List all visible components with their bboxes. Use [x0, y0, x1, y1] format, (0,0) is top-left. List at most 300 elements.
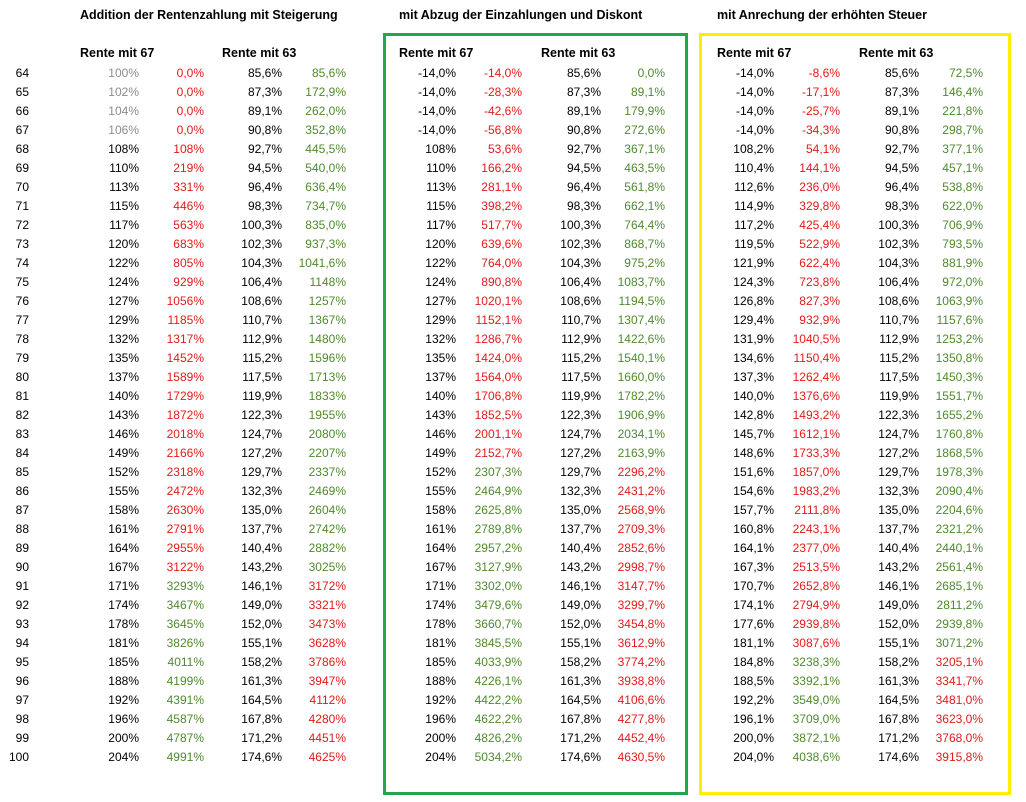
cell-col1: 181,1%: [733, 636, 774, 650]
cell-col1: 108%: [108, 142, 139, 156]
cell-col3: 127,2%: [560, 446, 601, 460]
cell-col4: 1063,9%: [935, 294, 983, 308]
cell-col2: 4422,2%: [474, 693, 522, 707]
cell-col3: 174,6%: [241, 750, 282, 764]
cell-col3: 129,7%: [560, 465, 601, 479]
cell-col4: 2882%: [308, 541, 346, 555]
cell-col4: 4451%: [308, 731, 346, 745]
cell-col2: 3127,9%: [474, 560, 522, 574]
cell-col1: 185%: [108, 655, 139, 669]
cell-col3: 94,5%: [247, 161, 282, 175]
cell-col3: 87,3%: [884, 85, 919, 99]
cell-col2: 398,2%: [481, 199, 522, 213]
cell-col2: 2957,2%: [474, 541, 522, 555]
cell-col3: 124,7%: [241, 427, 282, 441]
cell-col2: 3709,0%: [792, 712, 840, 726]
cell-col3: 96,4%: [884, 180, 919, 194]
cell-col2: -56,8%: [483, 123, 522, 137]
cell-col2: -25,7%: [801, 104, 840, 118]
cell-col4: 1760,8%: [935, 427, 983, 441]
cell-col4: 3172%: [308, 579, 346, 593]
cell-col4: 793,5%: [942, 237, 983, 251]
table-steuer: [0, 64, 1026, 767]
cell-col3: 161,3%: [878, 674, 919, 688]
section-title-steuer: mit Anrechung der erhöhten Steuer: [717, 8, 927, 22]
cell-col1: 114,9%: [734, 199, 774, 213]
cell-col1: -14,0%: [735, 85, 774, 99]
cell-col3: 108,6%: [241, 294, 282, 308]
cell-col1: 115%: [109, 199, 139, 213]
cell-col3: 167,8%: [878, 712, 919, 726]
cell-col3: 96,4%: [566, 180, 601, 194]
cell-col1: 188,5%: [733, 674, 774, 688]
cell-col3: 117,5%: [879, 370, 919, 384]
age-cell: 72: [15, 218, 29, 232]
table-row: [0, 691, 1026, 710]
table-row: [0, 292, 1026, 311]
cell-col3: 85,6%: [566, 66, 601, 80]
cell-col3: 87,3%: [566, 85, 601, 99]
table-row: [0, 368, 1026, 387]
table-row: [0, 178, 1026, 197]
cell-col2: 4391%: [166, 693, 204, 707]
cell-col1: 112,6%: [734, 180, 774, 194]
table-row: [0, 672, 1026, 691]
cell-col3: 132,3%: [560, 484, 601, 498]
cell-col2: 3826%: [166, 636, 204, 650]
table-row: [0, 121, 1026, 140]
table-row: [0, 653, 1026, 672]
age-cell: 81: [15, 389, 29, 403]
cell-col4: 3341,7%: [935, 674, 983, 688]
cell-col2: 2464,9%: [474, 484, 522, 498]
cell-col4: 463,5%: [624, 161, 665, 175]
table-row: [0, 406, 1026, 425]
cell-col2: 1733,3%: [792, 446, 840, 460]
table-row: [0, 501, 1026, 520]
cell-col4: 662,1%: [624, 199, 665, 213]
age-cell: 83: [15, 427, 29, 441]
age-cell: 76: [15, 294, 29, 308]
cell-col3: 146,1%: [560, 579, 601, 593]
cell-col3: 112,9%: [561, 332, 601, 346]
cell-col1: 204%: [108, 750, 139, 764]
cell-col4: 1450,3%: [935, 370, 983, 384]
cell-col2: 1185%: [167, 313, 204, 327]
cell-col3: 155,1%: [241, 636, 282, 650]
cell-col2: 2789,8%: [474, 522, 522, 536]
age-cell: 74: [15, 256, 29, 270]
cell-col3: 143,2%: [878, 560, 919, 574]
cell-col3: 102,3%: [560, 237, 601, 251]
cell-col4: 272,6%: [624, 123, 665, 137]
cell-col2: 3238,3%: [792, 655, 840, 669]
cell-col1: 124,3%: [733, 275, 774, 289]
cell-col3: 92,7%: [566, 142, 601, 156]
cell-col2: -34,3%: [801, 123, 840, 137]
cell-col3: 171,2%: [241, 731, 282, 745]
cell-col3: 119,9%: [879, 389, 919, 403]
cell-col4: 881,9%: [942, 256, 983, 270]
cell-col1: 108,2%: [733, 142, 774, 156]
cell-col3: 98,3%: [884, 199, 919, 213]
cell-col3: 112,9%: [879, 332, 919, 346]
cell-col3: 106,4%: [878, 275, 919, 289]
cell-col2: 1152,1%: [475, 313, 522, 327]
cell-col4: 1422,6%: [617, 332, 665, 346]
cell-col2: 1706,8%: [474, 389, 522, 403]
cell-col4: 1782,2%: [617, 389, 665, 403]
cell-col1: 174,1%: [733, 598, 774, 612]
cell-col1: 120%: [425, 237, 456, 251]
cell-col4: 706,9%: [942, 218, 983, 232]
cell-col2: 2630%: [166, 503, 204, 517]
cell-col2: 1376,6%: [792, 389, 840, 403]
age-cell: 90: [15, 560, 29, 574]
cell-col1: 152%: [425, 465, 456, 479]
cell-col4: 1660,0%: [617, 370, 665, 384]
cell-col2: 446%: [173, 199, 204, 213]
cell-col3: 137,7%: [560, 522, 601, 536]
cell-col2: 281,1%: [481, 180, 522, 194]
age-cell: 77: [15, 313, 29, 327]
cell-col4: 2561,4%: [935, 560, 983, 574]
table-row: [0, 330, 1026, 349]
cell-col1: 171%: [425, 579, 456, 593]
age-cell: 87: [15, 503, 29, 517]
cell-col3: 137,7%: [878, 522, 919, 536]
cell-col2: 1564,0%: [474, 370, 522, 384]
cell-col3: 100,3%: [241, 218, 282, 232]
cell-col1: 117%: [426, 218, 456, 232]
cell-col1: 145,7%: [733, 427, 774, 441]
cell-col4: 2852,6%: [617, 541, 665, 555]
cell-col2: -28,3%: [483, 85, 522, 99]
cell-col1: 127%: [425, 294, 456, 308]
cell-col1: 157,7%: [733, 503, 774, 517]
cell-col4: 4112%: [309, 693, 346, 707]
cell-col3: 87,3%: [247, 85, 282, 99]
cell-col2: 2472%: [166, 484, 204, 498]
header-rente-67-g3: Rente mit 67: [717, 46, 792, 60]
age-cell: 93: [15, 617, 29, 631]
age-cell: 84: [15, 446, 29, 460]
cell-col3: 124,7%: [878, 427, 919, 441]
cell-col1: -14,0%: [417, 123, 456, 137]
cell-col1: 129,4%: [733, 313, 774, 327]
age-cell: 71: [15, 199, 29, 213]
cell-col3: 167,8%: [241, 712, 282, 726]
cell-col3: 164,5%: [241, 693, 282, 707]
cell-col2: 639,6%: [481, 237, 522, 251]
cell-col2: 2243,1%: [792, 522, 840, 536]
table-row: [0, 235, 1026, 254]
cell-col4: 2204,6%: [935, 503, 983, 517]
cell-col4: 457,1%: [942, 161, 983, 175]
table-row: [0, 349, 1026, 368]
cell-col2: 1317%: [166, 332, 204, 346]
section-title-addition: Addition der Rentenzahlung mit Steigerung: [80, 8, 338, 22]
age-cell: 79: [15, 351, 29, 365]
cell-col2: 1493,2%: [792, 408, 840, 422]
cell-col4: 1551,7%: [935, 389, 983, 403]
age-cell: 97: [15, 693, 29, 707]
cell-col4: 1713%: [308, 370, 346, 384]
table-row: [0, 425, 1026, 444]
cell-col2: 4011%: [167, 655, 204, 669]
cell-col4: 1367%: [308, 313, 346, 327]
cell-col4: 1596%: [308, 351, 346, 365]
cell-col2: 2652,8%: [792, 579, 840, 593]
table-row: [0, 216, 1026, 235]
cell-col1: 117,2%: [734, 218, 774, 232]
cell-col2: 1612,1%: [792, 427, 840, 441]
age-cell: 92: [15, 598, 29, 612]
cell-col4: 2998,7%: [617, 560, 665, 574]
cell-col2: 3549,0%: [792, 693, 840, 707]
cell-col1: 113%: [109, 180, 139, 194]
cell-col3: 85,6%: [884, 66, 919, 80]
cell-col1: 171%: [108, 579, 139, 593]
cell-col3: 85,6%: [247, 66, 282, 80]
cell-col3: 117,5%: [561, 370, 601, 384]
cell-col1: 135%: [425, 351, 456, 365]
cell-col3: 92,7%: [247, 142, 282, 156]
cell-col1: 167,3%: [733, 560, 774, 574]
cell-col2: 563%: [173, 218, 204, 232]
cell-col3: 129,7%: [241, 465, 282, 479]
cell-col4: 3628%: [308, 636, 346, 650]
cell-col2: 1286,7%: [474, 332, 522, 346]
cell-col1: 129%: [108, 313, 139, 327]
cell-col1: 181%: [425, 636, 456, 650]
cell-col1: 122%: [108, 256, 139, 270]
cell-col1: 104%: [108, 104, 139, 118]
cell-col1: 110,4%: [734, 161, 774, 175]
table-row: [0, 102, 1026, 121]
cell-col1: 137%: [425, 370, 456, 384]
cell-col3: 135,0%: [241, 503, 282, 517]
cell-col1: -14,0%: [417, 66, 456, 80]
cell-col3: 129,7%: [878, 465, 919, 479]
cell-col3: 110,7%: [561, 313, 601, 327]
cell-col3: 137,7%: [241, 522, 282, 536]
cell-col3: 102,3%: [241, 237, 282, 251]
cell-col4: 1194,5%: [618, 294, 665, 308]
cell-col3: 115,2%: [879, 351, 919, 365]
cell-col4: 85,6%: [311, 66, 346, 80]
cell-col4: 72,5%: [948, 66, 983, 80]
cell-col2: 1452%: [166, 351, 204, 365]
cell-col1: 142,8%: [733, 408, 774, 422]
cell-col2: -42,6%: [483, 104, 522, 118]
cell-col4: 2080%: [308, 427, 346, 441]
cell-col4: 3786%: [308, 655, 346, 669]
cell-col3: 115,2%: [561, 351, 601, 365]
cell-col1: 140,0%: [733, 389, 774, 403]
cell-col4: 1253,2%: [935, 332, 983, 346]
cell-col3: 112,9%: [242, 332, 282, 346]
cell-col3: 90,8%: [566, 123, 601, 137]
age-cell: 78: [15, 332, 29, 346]
cell-col1: 124%: [108, 275, 139, 289]
cell-col3: 171,2%: [878, 731, 919, 745]
cell-col2: 1040,5%: [792, 332, 840, 346]
cell-col2: 2377,0%: [792, 541, 840, 555]
cell-col1: 102%: [108, 85, 139, 99]
cell-col1: -14,0%: [417, 85, 456, 99]
cell-col4: 2207%: [308, 446, 346, 460]
cell-col2: 4826,2%: [474, 731, 522, 745]
table-row: [0, 539, 1026, 558]
cell-col1: 140%: [108, 389, 139, 403]
cell-col4: 2296,2%: [617, 465, 665, 479]
age-cell: 99: [15, 731, 29, 745]
cell-col4: 3321%: [308, 598, 346, 612]
cell-col4: 3768,0%: [935, 731, 983, 745]
cell-col1: 167%: [108, 560, 139, 574]
cell-col1: 184,8%: [733, 655, 774, 669]
cell-col4: 262,0%: [305, 104, 346, 118]
cell-col2: 1589%: [166, 370, 204, 384]
table-row: [0, 520, 1026, 539]
cell-col4: 2685,1%: [935, 579, 983, 593]
cell-col4: 352,8%: [305, 123, 346, 137]
cell-col4: 2090,4%: [935, 484, 983, 498]
cell-col3: 135,0%: [878, 503, 919, 517]
cell-col4: 1257%: [308, 294, 346, 308]
cell-col1: 174%: [108, 598, 139, 612]
cell-col3: 158,2%: [878, 655, 919, 669]
cell-col3: 119,9%: [242, 389, 282, 403]
header-rente-67-g1: Rente mit 67: [80, 46, 155, 60]
cell-col2: 1872%: [166, 408, 204, 422]
cell-col4: 3915,8%: [935, 750, 983, 764]
cell-col1: 106%: [108, 123, 139, 137]
cell-col1: 161%: [108, 522, 139, 536]
cell-col2: 3845,5%: [474, 636, 522, 650]
cell-col3: 132,3%: [878, 484, 919, 498]
cell-col4: 868,7%: [624, 237, 665, 251]
cell-col2: -14,0%: [483, 66, 522, 80]
cell-col3: 161,3%: [560, 674, 601, 688]
cell-col1: 129%: [425, 313, 456, 327]
cell-col4: 975,2%: [624, 256, 665, 270]
cell-col3: 152,0%: [878, 617, 919, 631]
cell-col4: 3299,7%: [617, 598, 665, 612]
cell-col1: 132%: [425, 332, 456, 346]
cell-col2: 2939,8%: [792, 617, 840, 631]
cell-col4: 2321,2%: [935, 522, 983, 536]
cell-col3: 89,1%: [247, 104, 282, 118]
cell-col3: 102,3%: [878, 237, 919, 251]
cell-col2: 0,0%: [176, 123, 204, 137]
cell-col1: 196%: [108, 712, 139, 726]
cell-col1: 143%: [108, 408, 139, 422]
cell-col3: 127,2%: [241, 446, 282, 460]
cell-col2: 425,4%: [799, 218, 840, 232]
cell-col1: 155%: [425, 484, 456, 498]
cell-col1: 126,8%: [733, 294, 774, 308]
cell-col2: 2001,1%: [474, 427, 522, 441]
cell-col4: 540,0%: [305, 161, 346, 175]
cell-col4: 4277,8%: [617, 712, 665, 726]
cell-col4: 1978,3%: [935, 465, 983, 479]
cell-col3: 171,2%: [560, 731, 601, 745]
cell-col4: 4630,5%: [617, 750, 665, 764]
cell-col2: 890,8%: [481, 275, 522, 289]
table-row: [0, 64, 1026, 83]
cell-col2: 683%: [173, 237, 204, 251]
cell-col3: 108,6%: [560, 294, 601, 308]
age-cell: 75: [15, 275, 29, 289]
cell-col3: 119,9%: [561, 389, 601, 403]
cell-col4: 3623,0%: [935, 712, 983, 726]
cell-col3: 174,6%: [560, 750, 601, 764]
cell-col4: 3454,8%: [617, 617, 665, 631]
cell-col3: 164,5%: [878, 693, 919, 707]
cell-col3: 104,3%: [878, 256, 919, 270]
cell-col1: 120%: [108, 237, 139, 251]
cell-col4: 1655,2%: [935, 408, 983, 422]
cell-col4: 561,8%: [624, 180, 665, 194]
header-rente-63-g1: Rente mit 63: [222, 46, 297, 60]
cell-col3: 104,3%: [241, 256, 282, 270]
cell-col4: 2939,8%: [935, 617, 983, 631]
cell-col4: 2709,3%: [617, 522, 665, 536]
cell-col3: 132,3%: [241, 484, 282, 498]
cell-col1: -14,0%: [735, 66, 774, 80]
cell-col3: 149,0%: [241, 598, 282, 612]
age-cell: 95: [15, 655, 29, 669]
table-row: [0, 159, 1026, 178]
cell-col1: 148,6%: [733, 446, 774, 460]
cell-col4: 2440,1%: [935, 541, 983, 555]
cell-col2: 4038,6%: [792, 750, 840, 764]
cell-col3: 143,2%: [241, 560, 282, 574]
cell-col2: 53,6%: [487, 142, 522, 156]
cell-col3: 155,1%: [560, 636, 601, 650]
cell-col4: 179,9%: [624, 104, 665, 118]
cell-col4: 4106,6%: [617, 693, 665, 707]
cell-col3: 92,7%: [884, 142, 919, 156]
cell-col2: 2018%: [166, 427, 204, 441]
cell-col1: 160,8%: [733, 522, 774, 536]
age-cell: 65: [15, 85, 29, 99]
cell-col2: 1056%: [166, 294, 204, 308]
cell-col3: 106,4%: [241, 275, 282, 289]
cell-col4: 3147,7%: [617, 579, 665, 593]
cell-col3: 149,0%: [560, 598, 601, 612]
cell-col2: 54,1%: [805, 142, 840, 156]
cell-col2: 2307,3%: [474, 465, 522, 479]
cell-col2: 2513,5%: [792, 560, 840, 574]
cell-col1: -14,0%: [417, 104, 456, 118]
cell-col2: 3122%: [166, 560, 204, 574]
cell-col4: 4280%: [308, 712, 346, 726]
cell-col4: 538,8%: [942, 180, 983, 194]
cell-col1: 113%: [426, 180, 456, 194]
cell-col4: 2742%: [308, 522, 346, 536]
cell-col2: 4033,9%: [474, 655, 522, 669]
cell-col2: 1729%: [166, 389, 204, 403]
cell-col2: 3293%: [166, 579, 204, 593]
age-cell: 68: [15, 142, 29, 156]
cell-col1: 119,5%: [734, 237, 774, 251]
cell-col3: 110,7%: [879, 313, 919, 327]
cell-col3: 161,3%: [241, 674, 282, 688]
cell-col2: 3645%: [166, 617, 204, 631]
